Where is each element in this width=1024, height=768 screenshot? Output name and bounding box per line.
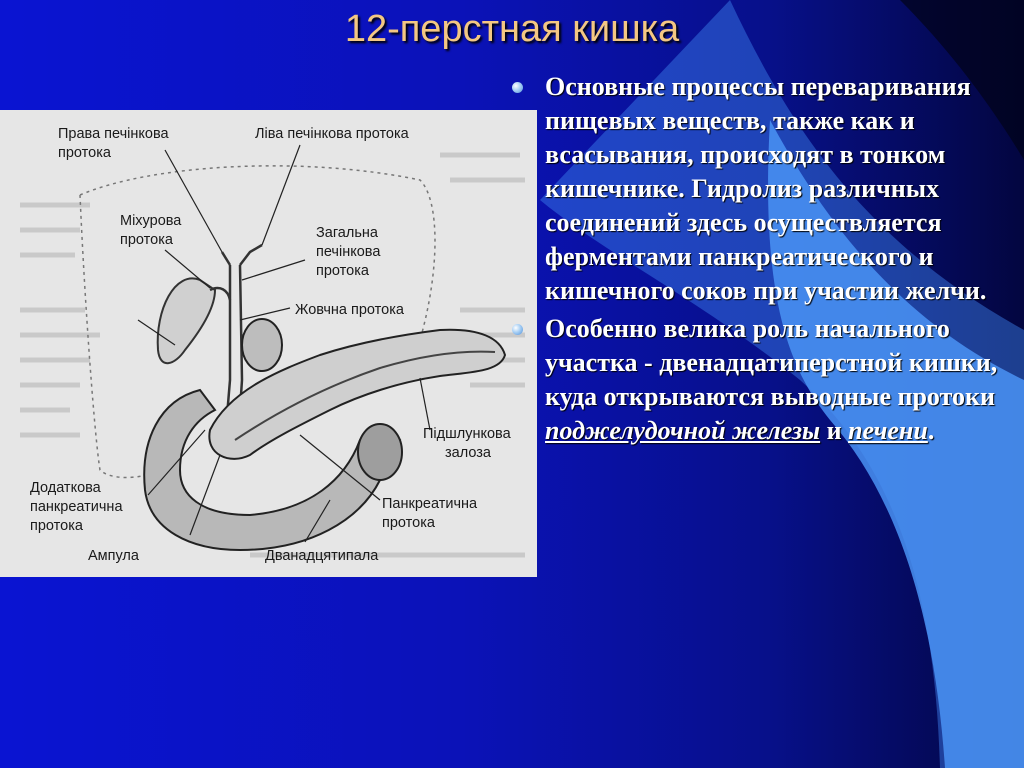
- link-liver[interactable]: печени: [848, 416, 928, 445]
- label-ampulla: Ампула: [88, 548, 139, 564]
- label-right-hepatic-duct: Права печінкова: [58, 126, 169, 142]
- gallbladder-shape: [158, 278, 215, 363]
- label-common-hepatic-duct-2: печінкова: [316, 244, 381, 260]
- bullet-text-1: Основные процессы переваривания пищевых веществ, также как и всасывания, происходят в тонком кишечнике. Гидролиз различных соединений здесь осуществляется ферментами панкреатического и кишечного соков при участии желчи.: [545, 72, 987, 305]
- bullet-dot-icon: [512, 82, 523, 93]
- slide-title: 12-перстная кишка: [344, 8, 680, 50]
- duodenum-pancreas-illustration: [0, 110, 537, 577]
- label-accessory-duct-3: протока: [30, 518, 83, 534]
- link-pancreas[interactable]: поджелудочной железы: [545, 416, 821, 445]
- label-cystic-duct: Міхурова: [120, 213, 182, 229]
- label-cystic-duct-2: протока: [120, 232, 173, 248]
- label-left-hepatic-duct: Ліва печінкова протока: [255, 126, 409, 142]
- label-bile-duct: Жовчна протока: [295, 302, 404, 318]
- bullet-2-text-before: Особенно велика роль начального участка - двенадцатиперстной кишки, куда открываются выводные протоки: [545, 314, 998, 411]
- label-pancreas-2: залоза: [445, 445, 491, 461]
- bullet-list: [508, 70, 1013, 452]
- label-accessory-duct-2: панкреатична: [30, 499, 123, 515]
- label-pancreatic-duct: Панкреатична: [382, 496, 478, 512]
- label-right-hepatic-duct-2: протока: [58, 145, 111, 161]
- bullet-2-text-middle: и: [820, 416, 849, 445]
- bullet-2-text-after: .: [927, 416, 935, 445]
- label-common-hepatic-duct-3: протока: [316, 263, 369, 279]
- label-accessory-duct: Додаткова: [30, 480, 101, 496]
- label-pancreatic-duct-2: протока: [382, 515, 435, 531]
- label-common-hepatic-duct: Загальна: [316, 225, 378, 241]
- bullet-item-2: [508, 312, 1013, 448]
- duodenum-end: [358, 424, 402, 480]
- anatomy-diagram: [0, 110, 537, 577]
- stomach-stump: [242, 319, 282, 371]
- label-pancreas: Підшлункова: [423, 426, 511, 442]
- label-duodenum: Дванадцятипала: [265, 548, 379, 564]
- bullet-text-2: [545, 312, 1013, 448]
- bullet-item-1: [508, 70, 1013, 308]
- bullet-dot-icon: [512, 324, 523, 335]
